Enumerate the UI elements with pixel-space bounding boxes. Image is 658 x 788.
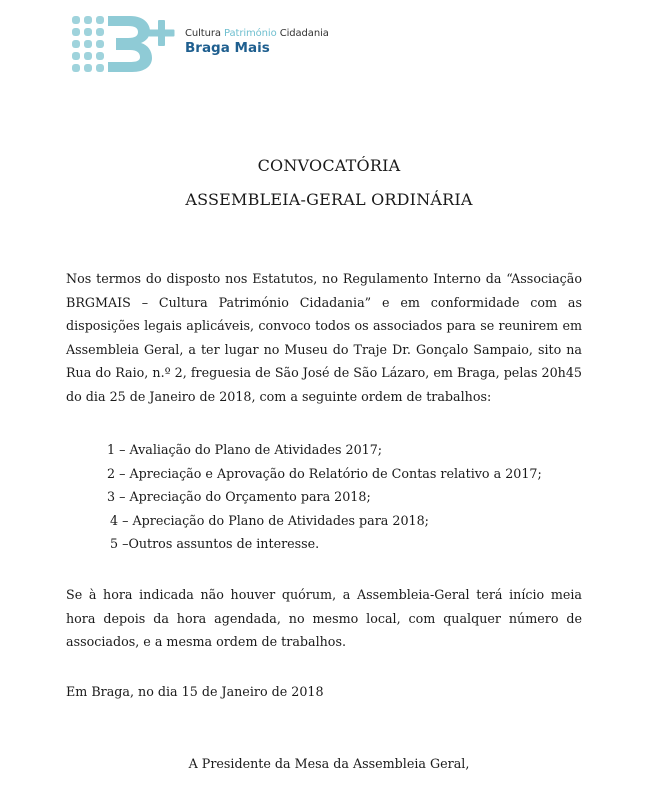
braga-mais-logo-mark <box>70 12 180 74</box>
logo-dot-grid <box>72 16 104 72</box>
signature-line: A Presidente da Mesa da Assembleia Geral, <box>188 756 470 771</box>
logo-plus-icon <box>149 20 175 46</box>
agenda-item: 5 –Outros assuntos de interesse. <box>110 536 320 551</box>
agenda-item: 3 – Apreciação do Orçamento para 2018; <box>107 489 371 504</box>
agenda-item: 4 – Apreciação do Plano de Atividades para 2018; <box>110 512 429 528</box>
intro-paragraph: Nos termos do disposto nos Estatutos, no Regulamento Interno da “Associação BRGMAIS – Cultura Património Cidadania” e em conformidade com as disposições legais aplicáveis, convoco todos os associados para se reunirem em Assembleia Geral, a ter lugar no Museu do Traje Dr. Gonçalo Sampaio, sito na Rua do Raio, n.º 2, freguesia de São José de São Lázaro, em Braga, pelas 20h45 do dia 25 de Janeiro de 2018, com a seguinte ordem de trabalhos: <box>66 271 582 404</box>
date-line: Em Braga, no dia 15 de Janeiro de 2018 <box>66 684 324 699</box>
document-title: CONVOCATÓRIA <box>257 156 401 175</box>
logo-text <box>185 28 329 56</box>
logo-name: Braga Mais <box>185 40 270 56</box>
agenda-item: 1 – Avaliação do Plano de Atividades 2017; <box>107 442 383 457</box>
logo-b-shape <box>108 16 152 72</box>
logo-tagline: Cultura Património Cidadania <box>185 28 329 39</box>
braga-mais-logo <box>70 12 329 74</box>
document-subtitle: ASSEMBLEIA-GERAL ORDINÁRIA <box>185 190 473 209</box>
agenda-list <box>107 438 542 556</box>
agenda-item: 2 – Apreciação e Aprovação do Relatório de Contas relativo a 2017; <box>107 465 542 481</box>
quorum-paragraph: Se à hora indicada não houver quórum, a Assembleia-Geral terá início meia hora depois da hora agendada, no mesmo local, com qualquer número de associados, e a mesma ordem de trabalhos. <box>66 587 582 649</box>
